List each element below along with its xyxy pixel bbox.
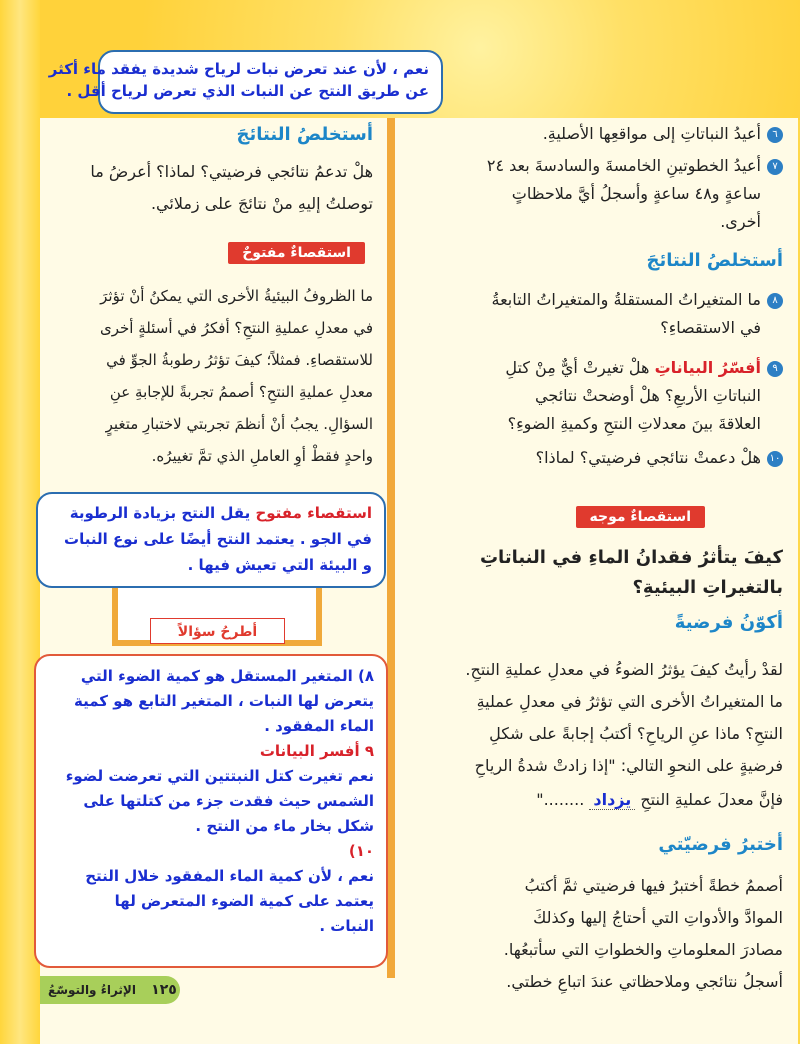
step-9 [505,358,783,378]
test-line-2: الموادَّ والأدواتِ التي أحتاجُ إليها وكذلكَ [533,908,783,927]
hypothesis-line-4: فرضيةٍ على النحوِ التالي: "إذا زادتْ شدةُ الرياحِ [474,756,783,775]
step-8 [492,290,784,310]
hypothesis-line-5 [536,790,783,810]
answer-line-5: نعم تغيرت كتل النبتتين التي تعرضت لضوء [65,767,374,785]
heading-form-hypothesis: أكوّنُ فرضيةً [674,612,783,633]
step-number-9: ٩ [767,361,783,377]
step-number-10: ١٠ [767,451,783,467]
answer-line-7: شكل بخار ماء من النتح . [195,817,374,835]
open-line-1: ما الظروفُ البيئيةُ الأخرى التي يمكنُ أنْ تؤثرَ [100,287,373,305]
right-column [400,118,795,998]
test-line-1: أصممُ خطةً أختبرُ فيها فرضيتي ثمَّ أكتبُ [524,876,783,895]
step-9-line-3: العلاقةَ بينَ معدلاتِ النتحِ وكميةِ الضوءِ؟ [507,414,761,433]
answer-line-8: ١٠) [348,842,374,860]
step-7-line-1: أعيدُ الخطوتينِ الخامسةَ والسادسةَ بعد ٢٤ [486,156,761,175]
answer-line-4: ٩ أفسر البيانات [259,742,374,760]
step-8-line-2: في الاستقصاءِ؟ [660,318,761,337]
step-7 [487,156,783,176]
answer-line-6: الشمس حيث فقدت جزء من كتلتها على [83,792,374,810]
answer-line-2: يتعرض لها النبات ، المتغير التابع هو كمية [74,692,374,710]
test-line-3: مصادرَ المعلوماتِ والخطواتِ التي سأتبعُها. [503,940,783,959]
top-answer-line-1: نعم ، لأن عند تعرض نبات لرياح شديدة يفقد ماء أكثر [48,60,429,78]
hypothesis-line-1: لقدْ رأيتُ كيفَ يؤثرُ الضوءُ في معدلِ عمليةِ النتحِ. [465,660,783,679]
test-line-4: أسجلُ نتائجي وملاحظاتي عندَ اتباعِ خطتي. [506,972,783,991]
top-answer-bubble [48,50,443,114]
open-line-4: معدلِ عمليةِ النتحِ؟ أصممُ تجربةً للإجابةِ عنِ [109,383,373,401]
step-7-line-3: أخرى. [720,212,761,231]
column-divider [387,118,395,978]
open-answer-line-1-text: يقل النتح بزيادة الرطوبة [69,504,251,522]
page-number: ١٢٥ [151,982,177,998]
open-answer-line-3: و البيئة التي تعيش فيها . [187,556,372,574]
answers-bubble [34,654,388,968]
step-number-7: ٧ [767,159,783,175]
open-inquiry-tag: استقصاءٌ مفتوحٌ [228,242,365,264]
step-number-8: ٨ [767,293,783,309]
answer-line-1: ٨) المتغير المستقل هو كمية الضوء التي [80,667,374,685]
step-9-line-2: النباتاتِ الأربعِ؟ هلْ أوضحتْ نتائجي [535,386,761,405]
guided-inquiry-tag: استقصاءٌ موجه [576,506,705,528]
conclude-line-1: هلْ تدعمُ نتائجي فرضيتي؟ لماذا؟ أعرضُ ما [90,162,373,181]
step-6-text: أعيدُ النباتاتِ إلى مواقعِها الأصليةِ. [542,124,761,143]
footer-section-title: الإثراءُ والتوسّعُ [48,983,136,997]
answer-line-9: نعم ، لأن كمية الماء المفقود خلال النتح [85,867,374,885]
open-answer-line-1 [50,500,372,526]
step-9-line-1: هلْ تغيرتْ أيٌّ مِنْ كتلِ [505,358,650,377]
open-line-5: السؤالِ. يجبُ أنْ أنظمَ تجربتي لاختبارِ متغيرٍ [105,415,373,433]
top-answer-line-2: عن طريق النتح عن النبات الذي تعرض لرياح أقل . [66,82,429,100]
answer-line-3: الماء المفقود . [264,717,374,735]
guided-question-line-2: بالتغيراتِ البيئيةِ؟ [632,577,783,598]
open-inquiry-answer-bubble [36,492,386,588]
heading-draw-conclusions: أستخلصُ النتائجَ [646,250,783,271]
open-line-3: للاستقصاءِ. فمثلاً؛ كيفَ تؤثرُ رطوبةُ الجوِّ في [106,351,373,369]
step-10 [536,448,783,468]
hypothesis-line-3: النتحِ؟ ماذا عنِ الرياحِ؟ أكتبُ إجابةً على شكلِ [489,724,783,743]
step-6 [543,124,783,144]
hypothesis-answer: يزداد [589,790,635,810]
ask-question-label: أطرحُ سؤالاً [150,618,285,644]
step-8-line-1: ما المتغيراتُ المستقلةُ والمتغيراتُ التابعةُ [491,290,761,309]
step-7-line-2: ساعةٍ و٤٨ ساعةٍ وأسجلُ أيَّ ملاحظاتٍ [511,184,761,203]
heading-draw-conclusions-left: أستخلصُ النتائجَ [236,124,373,145]
guided-question-line-1: كيفَ يتأثرُ فقدانُ الماءِ في النباتاتِ [479,547,783,568]
hypothesis-line-5-start: فإنَّ معدلَ عمليةِ النتحِ [640,790,783,809]
heading-test-hypothesis: أختبرُ فرضيّتي [658,834,783,855]
step-number-6: ٦ [767,127,783,143]
open-answer-red: استقصاء مفتوح [255,504,372,522]
answer-line-10: يعتمد على كمية الضوء المتعرض لها [114,892,374,910]
open-line-2: في معدلِ عمليةِ النتحِ؟ أفكرُ في أسئلةٍ أخرى [100,319,373,337]
answer-line-11: النبات . [319,917,374,935]
open-answer-line-2: في الجو . يعتمد النتح أيضًا على نوع النبات [64,530,372,548]
hypothesis-line-2: ما المتغيراتُ الأخرى التي تؤثرُ في معدلِ عمليةِ [476,692,783,711]
step-10-text: هلْ دعمتْ نتائجي فرضيتي؟ لماذا؟ [535,448,761,467]
interpret-data-label: أفسّرُ البياناتِ [654,358,761,377]
hypothesis-line-5-end: ........" [536,790,585,809]
open-line-6: واحدٍ فقطْ أوِ العاملِ الذي تمَّ تغييرُه. [151,447,373,465]
conclude-line-2: توصلتُ إليهِ منْ نتائجَ على زملائي. [150,194,373,213]
